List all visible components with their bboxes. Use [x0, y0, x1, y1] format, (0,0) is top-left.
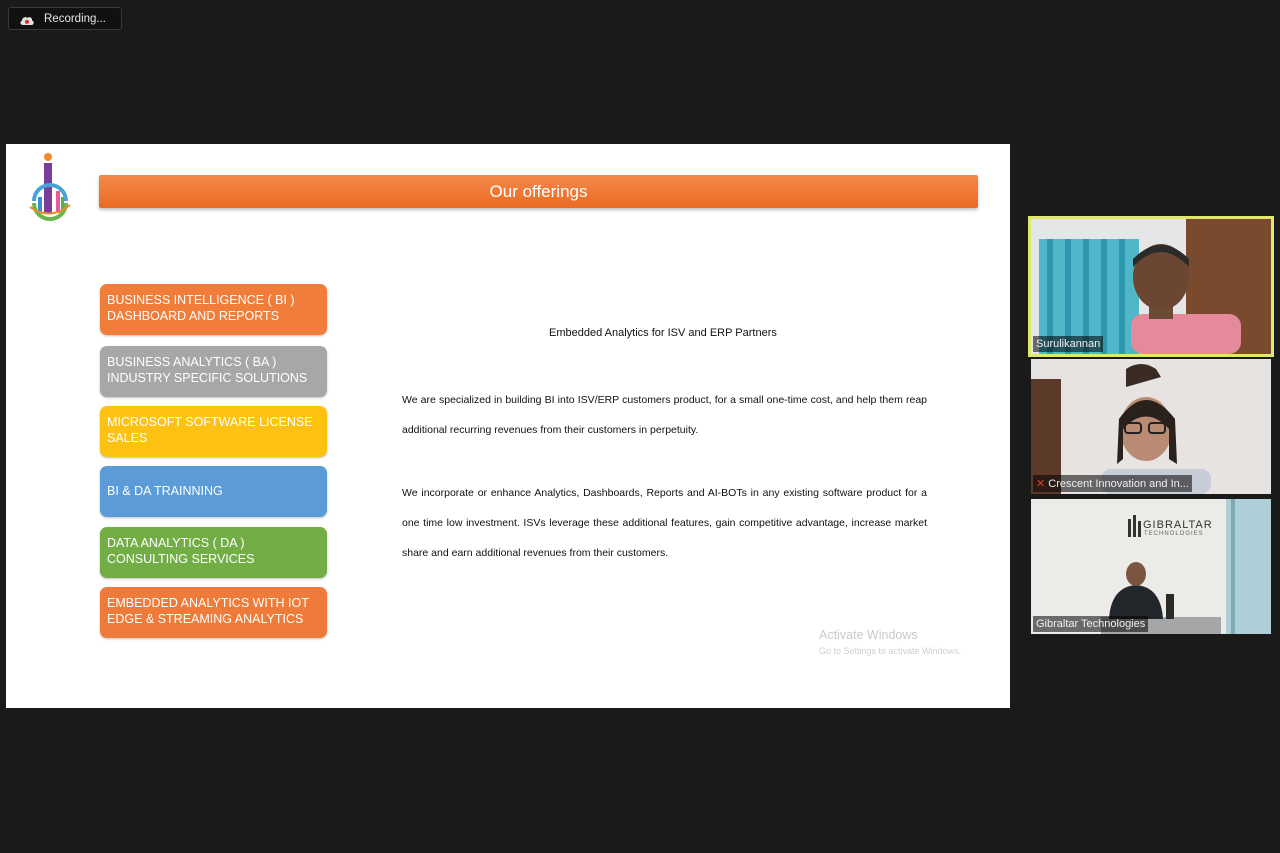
offering-business-analytics: [100, 346, 327, 397]
participant-name-wrap: [1033, 475, 1192, 492]
video-tile-gibraltar[interactable]: [1031, 499, 1271, 634]
recording-label: Recording...: [44, 12, 107, 25]
offering-line-1: EMBEDDED ANALYTICS WITH IOT: [107, 596, 309, 610]
activate-windows-subtitle: Go to Settings to activate Windows.: [819, 646, 962, 656]
mic-muted-icon: ✕: [1036, 478, 1046, 490]
slide-paragraph-1: We are specialized in building BI into ISV/ERP customers product, for a small one-time cost, and help them reap additional recurring revenues from their customers in perpetuity.: [402, 394, 927, 436]
offering-line-1: BI & DA TRAINNING: [107, 484, 223, 498]
offering-line-2: INDUSTRY SPECIFIC SOLUTIONS: [107, 371, 308, 385]
gibraltar-sign-text: GIBRALTAR: [1143, 519, 1213, 531]
participant-name: Surulikannan: [1033, 336, 1103, 352]
recording-indicator[interactable]: [8, 7, 122, 30]
shared-slide: [6, 144, 1010, 708]
offering-line-2: DASHBOARD AND REPORTS: [107, 309, 280, 323]
participant-name: Gibraltar Technologies: [1033, 616, 1148, 632]
offering-microsoft-license: [100, 406, 327, 457]
gibraltar-sign-subtext: TECHNOLOGIES: [1144, 531, 1204, 537]
slide-title: Our offerings: [99, 175, 978, 208]
offering-line-2: EDGE & STREAMING ANALYTICS: [107, 612, 304, 626]
company-logo-icon: [28, 151, 72, 223]
activate-windows-title: Activate Windows: [819, 628, 918, 642]
video-tile-crescent[interactable]: [1031, 359, 1271, 494]
participant-video: [1031, 359, 1271, 494]
video-tile-surulikannan[interactable]: [1028, 216, 1274, 357]
offering-bi-dashboard: [100, 284, 327, 335]
participant-name: Crescent Innovation and In...: [1048, 478, 1189, 490]
offering-line-1: BUSINESS ANALYTICS ( BA ): [107, 355, 277, 369]
offering-line-2: CONSULTING SERVICES: [107, 552, 255, 566]
offering-embedded-analytics: [100, 587, 327, 638]
offering-line-2: SALES: [107, 431, 148, 445]
participant-video: [1031, 219, 1271, 354]
cloud-record-icon: [19, 13, 35, 24]
offering-line-1: BUSINESS INTELLIGENCE ( BI ): [107, 293, 295, 307]
offering-line-1: DATA ANALYTICS ( DA ): [107, 536, 245, 550]
slide-subtitle: Embedded Analytics for ISV and ERP Partners: [549, 327, 777, 339]
offering-line-1: MICROSOFT SOFTWARE LICENSE: [107, 415, 313, 429]
offering-training: [100, 466, 327, 517]
slide-paragraph-2: We incorporate or enhance Analytics, Dashboards, Reports and AI-BOTs in any existing software product for a one time low investment. ISVs leverage these additional features, gain competitive advantage, increase market share and earn additional revenues from their customers.: [402, 487, 927, 559]
offering-data-analytics: [100, 527, 327, 578]
